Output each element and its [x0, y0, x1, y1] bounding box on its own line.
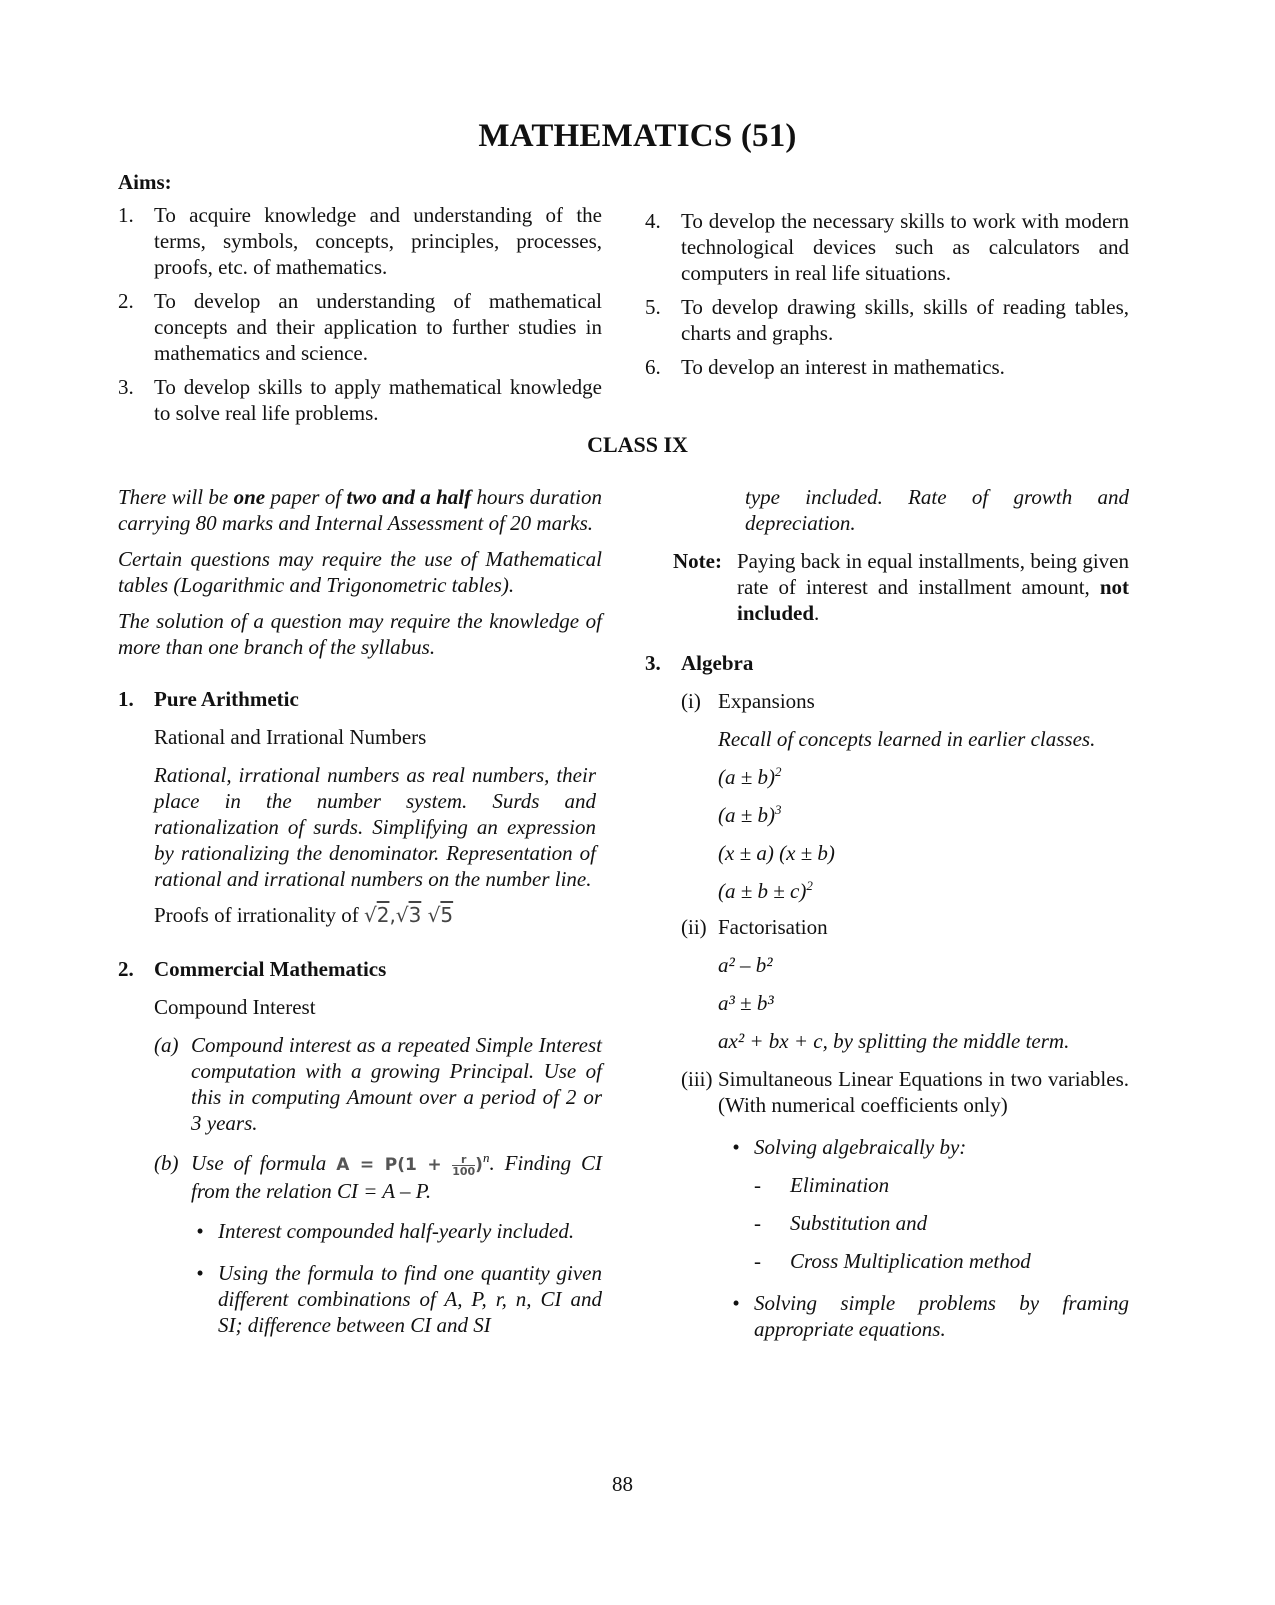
bullet-item: • Using the formula to find one quantity given different combinations of A, P, r, n, CI and SI; difference between CI and SI [182, 1260, 602, 1338]
expansions-heading: (i) Expansions [681, 689, 815, 713]
subheading-rational-irrational: Rational and Irrational Numbers [154, 725, 427, 749]
intro-paragraph-exam: There will be one paper of two and a half hours duration carrying 80 marks and Internal Assessment of 20 marks. [118, 485, 603, 535]
aim-item: 4. To develop the necessary skills to work with modern technological devices such as calculators and computers in real life situations. [645, 209, 1129, 285]
factorisation-item: a³ ± b³ [718, 991, 774, 1015]
factorisation-item: a² – b² [718, 953, 773, 977]
aims-list-left [118, 202, 602, 434]
aim-item: 5. To develop drawing skills, skills of reading tables, charts and graphs. [645, 295, 1129, 345]
compound-interest-item-a: (a) Compound interest as a repeated Simple Interest computation with a growing Principal. Use of this in computing Amount over a period of 2 or 3 years. [154, 1033, 602, 1135]
expansion-item: $(a \pm b)^2$ [718, 764, 782, 789]
compound-interest-formula: A = P(1 + $\frac{r}{100}$ ) [336, 1152, 483, 1178]
proofs-of-irrationality: Proofs of irrationality of √2,√3 √5 [154, 903, 454, 927]
bullet-item: • Solving algebraically by: [718, 1134, 1129, 1160]
intro-paragraph-solution: The solution of a question may require the knowledge of more than one branch of the syllabus. [118, 609, 602, 659]
linear-equations-heading: (iii) Simultaneous Linear Equations in two variables. (With numerical coefficients only) [681, 1067, 1129, 1117]
section-heading-algebra: 3. Algebra [645, 651, 754, 675]
expansions-recall: Recall of concepts learned in earlier classes. [718, 727, 1096, 751]
rational-numbers-description: Rational, irrational numbers as real numbers, their place in the number system. Surds and rationalization of surds. Simplifying an expression by rationalizing the denominator. Representation of rational and irrational numbers on the number line. [154, 763, 596, 891]
bullet-item: • Interest compounded half-yearly included. [182, 1218, 602, 1244]
expansion-item: (x ± a) (x ± b) [718, 841, 835, 865]
section-heading-pure-arithmetic: 1. Pure Arithmetic [118, 687, 299, 711]
dash-icon: - [754, 1249, 761, 1273]
dash-icon: - [754, 1211, 761, 1235]
section2-body [118, 994, 602, 1338]
expansion-item: $(a \pm b \pm c)^2$ [718, 878, 813, 903]
section-heading-commercial-mathematics: 2. Commercial Mathematics [118, 957, 387, 981]
class-heading: CLASS IX [587, 432, 688, 457]
bullet-icon: • [732, 1135, 740, 1159]
compound-interest-item-b: (b) Use of formula A = P(1 + $\frac{r}{100}$ )$^n$. Finding CI from the relation CI = A – P. [154, 1150, 602, 1203]
bullet-item: • Solving simple problems by framing appropriate equations. [718, 1290, 1129, 1342]
aim-item: 2. To develop an understanding of mathematical concepts and their application to further studies in mathematics and science. [118, 289, 602, 365]
bullet-icon: • [196, 1219, 204, 1243]
section3-body [645, 688, 1129, 1342]
methods-list [718, 1172, 1129, 1274]
right-column [645, 484, 1129, 1342]
factorisation-heading: (ii) Factorisation [681, 915, 828, 939]
method-item: - Substitution and [754, 1211, 928, 1235]
page-number: 88 [612, 1472, 633, 1496]
aims-list-right [645, 208, 1129, 388]
method-item: - Cross Multiplication method [754, 1249, 1031, 1273]
linear-equations-list [681, 1134, 1129, 1342]
aim-item: 6. To develop an interest in mathematics. [645, 355, 1005, 379]
method-item: - Elimination [754, 1173, 890, 1197]
bullet-icon: • [732, 1291, 740, 1315]
aims-heading: Aims: [118, 170, 172, 194]
subheading-compound-interest: Compound Interest [154, 995, 316, 1019]
sqrt-icon: √2,√3 √5 [363, 903, 454, 927]
page-title: MATHEMATICS (51) [478, 118, 797, 154]
factorisation-item: ax² + bx + c, by splitting the middle term. [718, 1029, 1070, 1053]
compound-interest-bullets [154, 1218, 602, 1338]
factorisation-list [681, 952, 1129, 1054]
dash-icon: - [754, 1173, 761, 1197]
bullet-continuation: type included. Rate of growth and depreciation. [745, 485, 1129, 535]
note-paragraph: Note: Paying back in equal installments, being given rate of interest and installment amount, not included. [673, 549, 1129, 625]
aim-item: 1. To acquire knowledge and understanding of the terms, symbols, concepts, principles, processes, proofs, etc. of mathematics. [118, 203, 602, 279]
left-column [118, 484, 602, 1338]
section1-body [118, 724, 602, 928]
expansion-item: $(a \pm b)^3$ [718, 802, 782, 827]
bullet-icon: • [196, 1261, 204, 1285]
expansions-list [681, 726, 1129, 904]
intro-paragraph-tables: Certain questions may require the use of Mathematical tables (Logarithmic and Trigonometric tables). [118, 547, 602, 597]
aim-item: 3. To develop skills to apply mathematical knowledge to solve real life problems. [118, 375, 602, 425]
